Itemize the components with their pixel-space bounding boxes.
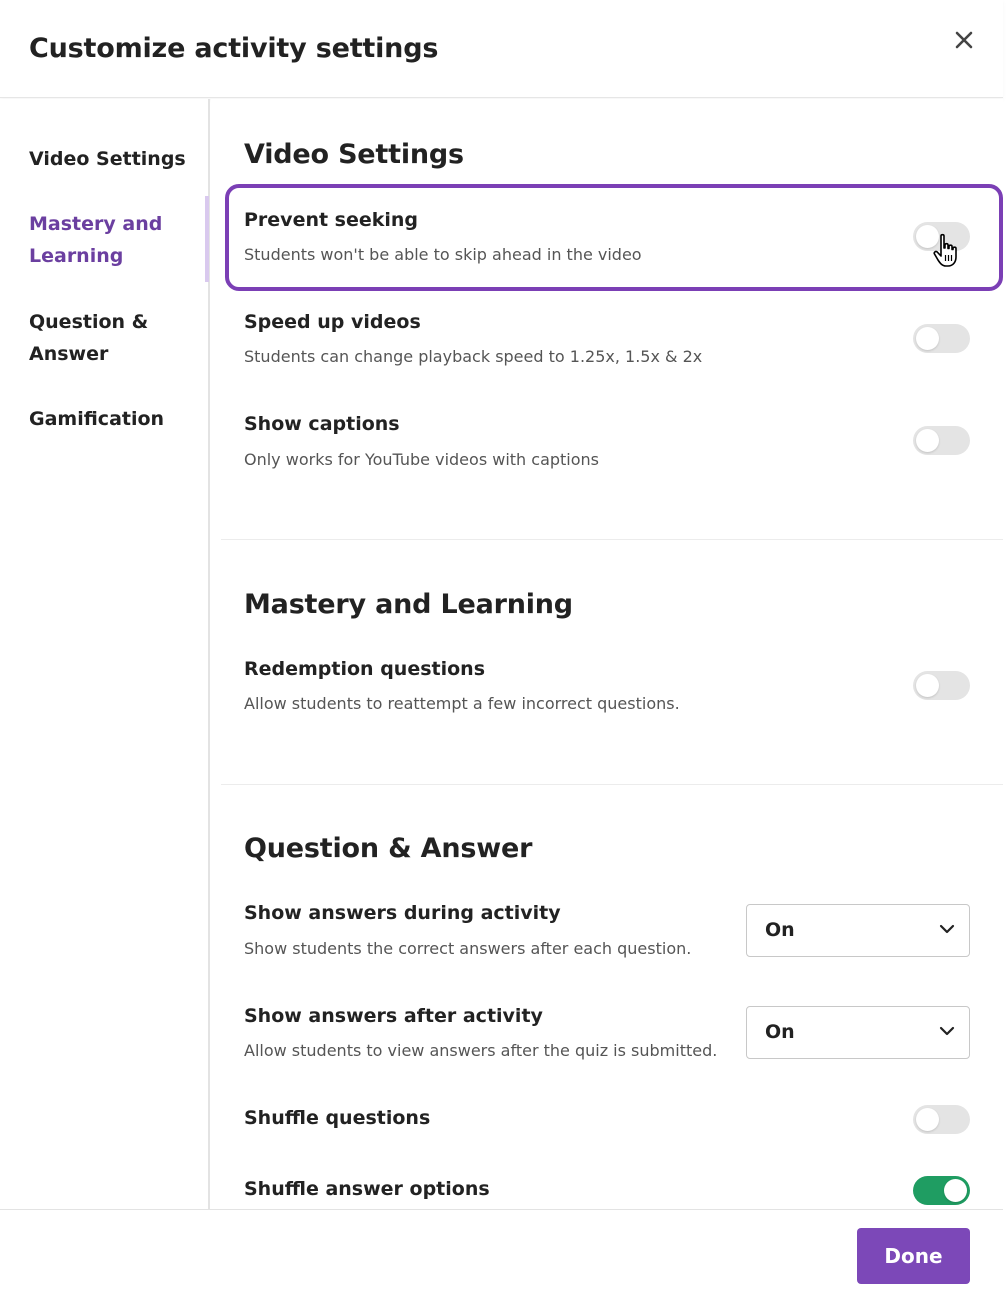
setting-description: Allow students to reattempt a few incorrect questions. xyxy=(244,694,680,713)
sidebar-item-gamification[interactable]: Gamification xyxy=(29,408,165,430)
setting-description: Show students the correct answers after each question. xyxy=(244,939,692,958)
close-icon xyxy=(955,31,973,49)
section-title-video-settings: Video Settings xyxy=(244,139,464,170)
setting-description: Students won't be able to skip ahead in the video xyxy=(244,245,642,264)
section-title-mastery-and-learning: Mastery and Learning xyxy=(244,589,573,620)
setting-title: Redemption questions xyxy=(244,658,485,680)
shuffle-questions-toggle[interactable] xyxy=(913,1105,970,1134)
setting-description: Students can change playback speed to 1.25x, 1.5x & 2x xyxy=(244,347,703,366)
setting-description: Allow students to view answers after the quiz is submitted. xyxy=(244,1041,718,1060)
modal-footer xyxy=(0,1209,1003,1300)
sidebar-item-question-answer[interactable]: Question & Answer xyxy=(29,311,149,365)
show-answers-after-select[interactable] xyxy=(746,1006,970,1059)
redemption-questions-toggle[interactable] xyxy=(913,671,970,700)
setting-title: Shuffle questions xyxy=(244,1107,431,1129)
settings-sidebar xyxy=(0,99,210,1209)
close-button[interactable] xyxy=(950,26,978,54)
chevron-down-icon xyxy=(939,921,955,937)
show-captions-toggle[interactable] xyxy=(913,426,970,455)
select-value: On xyxy=(765,919,795,941)
modal-title: Customize activity settings xyxy=(29,33,439,64)
settings-content xyxy=(211,99,1003,1209)
done-button[interactable]: Done xyxy=(857,1228,970,1284)
sidebar-item-video-settings[interactable]: Video Settings xyxy=(29,148,186,170)
chevron-down-icon xyxy=(939,1023,955,1039)
setting-title: Shuffle answer options xyxy=(244,1178,490,1200)
setting-title: Prevent seeking xyxy=(244,209,419,231)
section-divider xyxy=(221,539,1003,540)
toggle-knob xyxy=(916,674,939,697)
select-value: On xyxy=(765,1021,795,1043)
shuffle-answer-options-toggle[interactable] xyxy=(913,1176,970,1205)
toggle-knob xyxy=(916,1108,939,1131)
setting-description: Only works for YouTube videos with captions xyxy=(244,450,600,469)
setting-title: Show answers during activity xyxy=(244,902,561,924)
sidebar-item-mastery-and-learning[interactable]: Mastery and Learning xyxy=(29,213,163,267)
toggle-knob xyxy=(916,327,939,350)
show-answers-during-select[interactable] xyxy=(746,904,970,957)
toggle-knob xyxy=(944,1179,967,1202)
modal-header xyxy=(0,0,1003,98)
hand-pointer-icon xyxy=(932,233,962,269)
sidebar-active-indicator xyxy=(205,196,209,282)
setting-title: Show answers after activity xyxy=(244,1005,543,1027)
speed-up-videos-toggle[interactable] xyxy=(913,324,970,353)
setting-title: Show captions xyxy=(244,413,400,435)
toggle-knob xyxy=(916,429,939,452)
section-title-question-answer: Question & Answer xyxy=(244,833,533,864)
setting-title: Speed up videos xyxy=(244,311,421,333)
section-divider xyxy=(221,784,1003,785)
